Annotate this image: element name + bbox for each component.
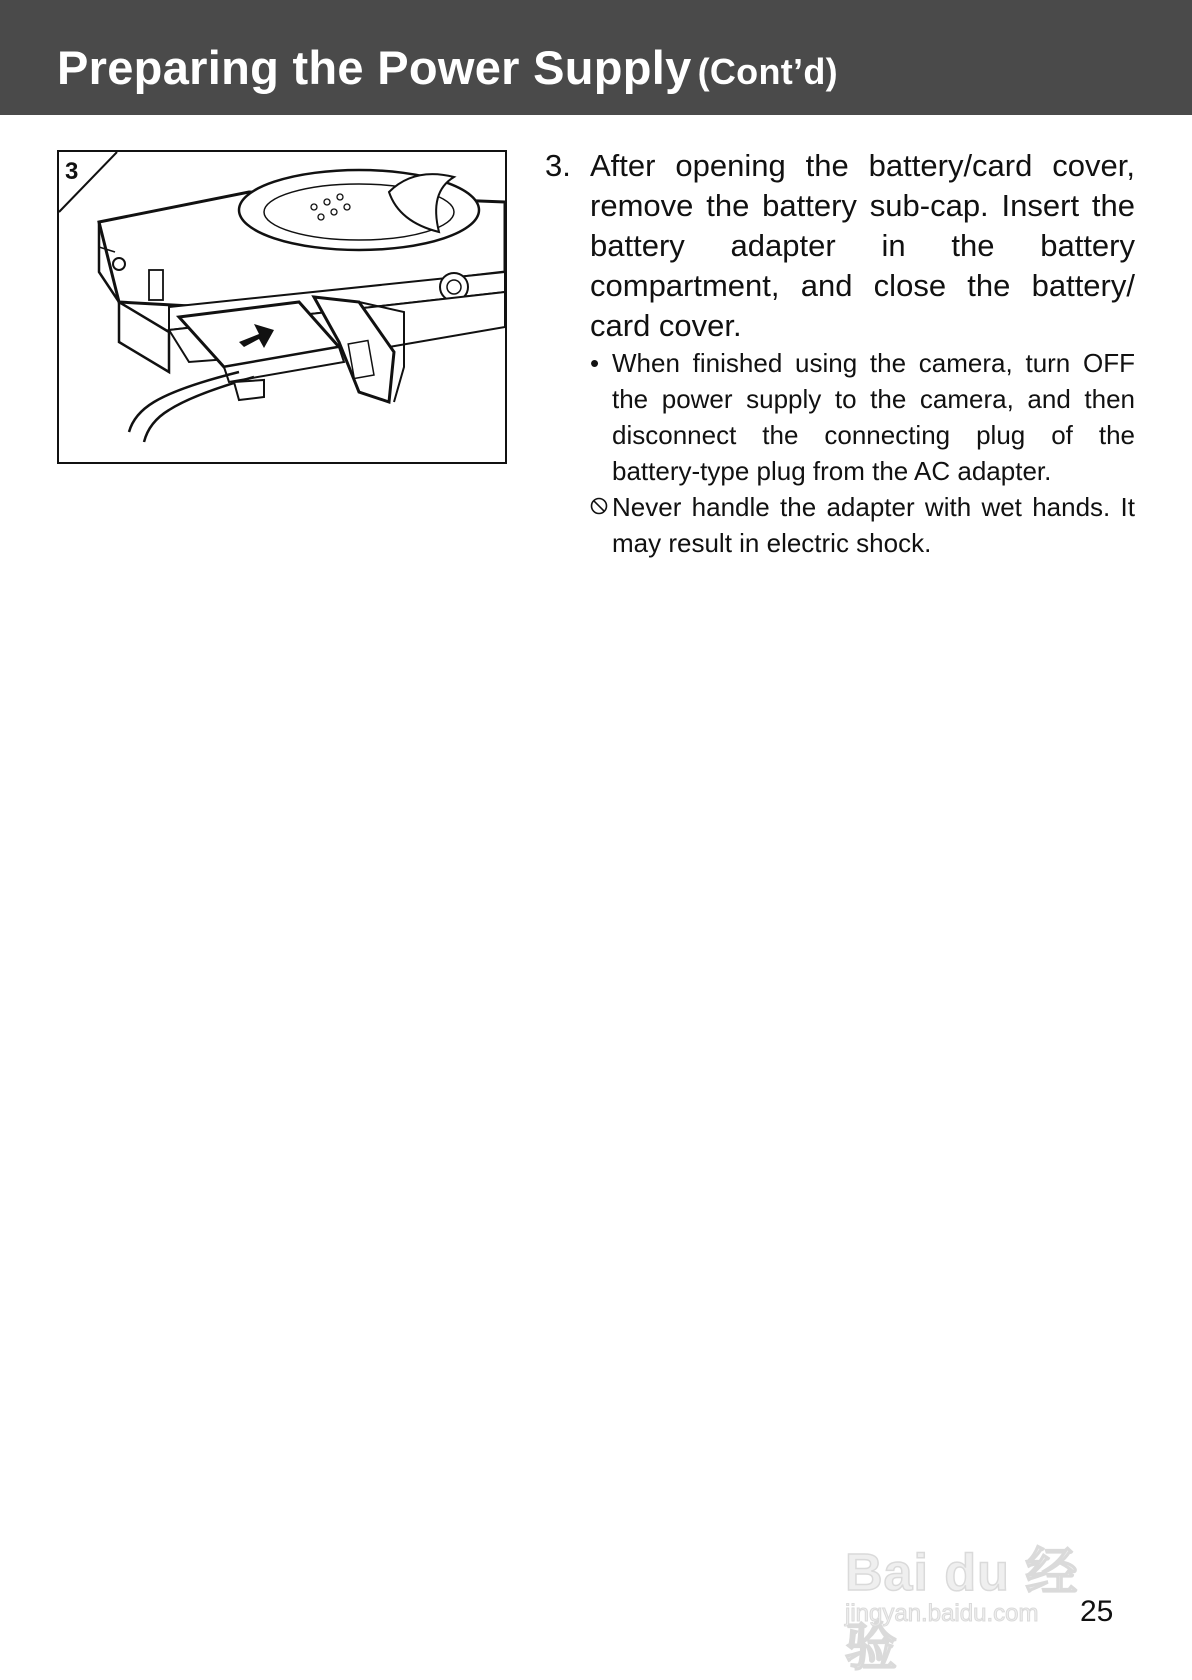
step-body: After opening the battery/card cover, remove the battery sub-cap. Insert the battery adapter in the battery compartment, and close the battery/ card cover. [590,148,1135,343]
camera-battery-illustration [59,152,505,462]
note-bullet [590,345,1135,489]
header-bar [0,0,1192,115]
page-title-main: Preparing the Power Supply [57,41,692,94]
warning-text: Never handle the adapter with wet hands. It may result in electric shock. [612,492,1135,558]
watermark-logo: Bai du 经验 [845,1544,1079,1677]
note-text: When finished using the camera, turn OFF the power supply to the camera, and then disconnect the connecting plug of the battery-type plug from the AC adapter. [612,348,1135,486]
page-title-cont: (Cont’d) [697,51,838,92]
watermark-url: jingyan.baidu.com [845,1600,1039,1627]
figure-step-number: 3 [65,158,79,185]
page-title [57,40,838,95]
notes-list [590,345,1135,561]
figure-illustration [57,150,507,464]
step-instruction [545,146,1135,346]
step-number: 3. [545,148,571,183]
bullet-mark: • [590,348,600,378]
prohibition-icon [590,497,608,515]
page-number: 25 [1080,1595,1114,1628]
note-warning [590,489,1135,561]
